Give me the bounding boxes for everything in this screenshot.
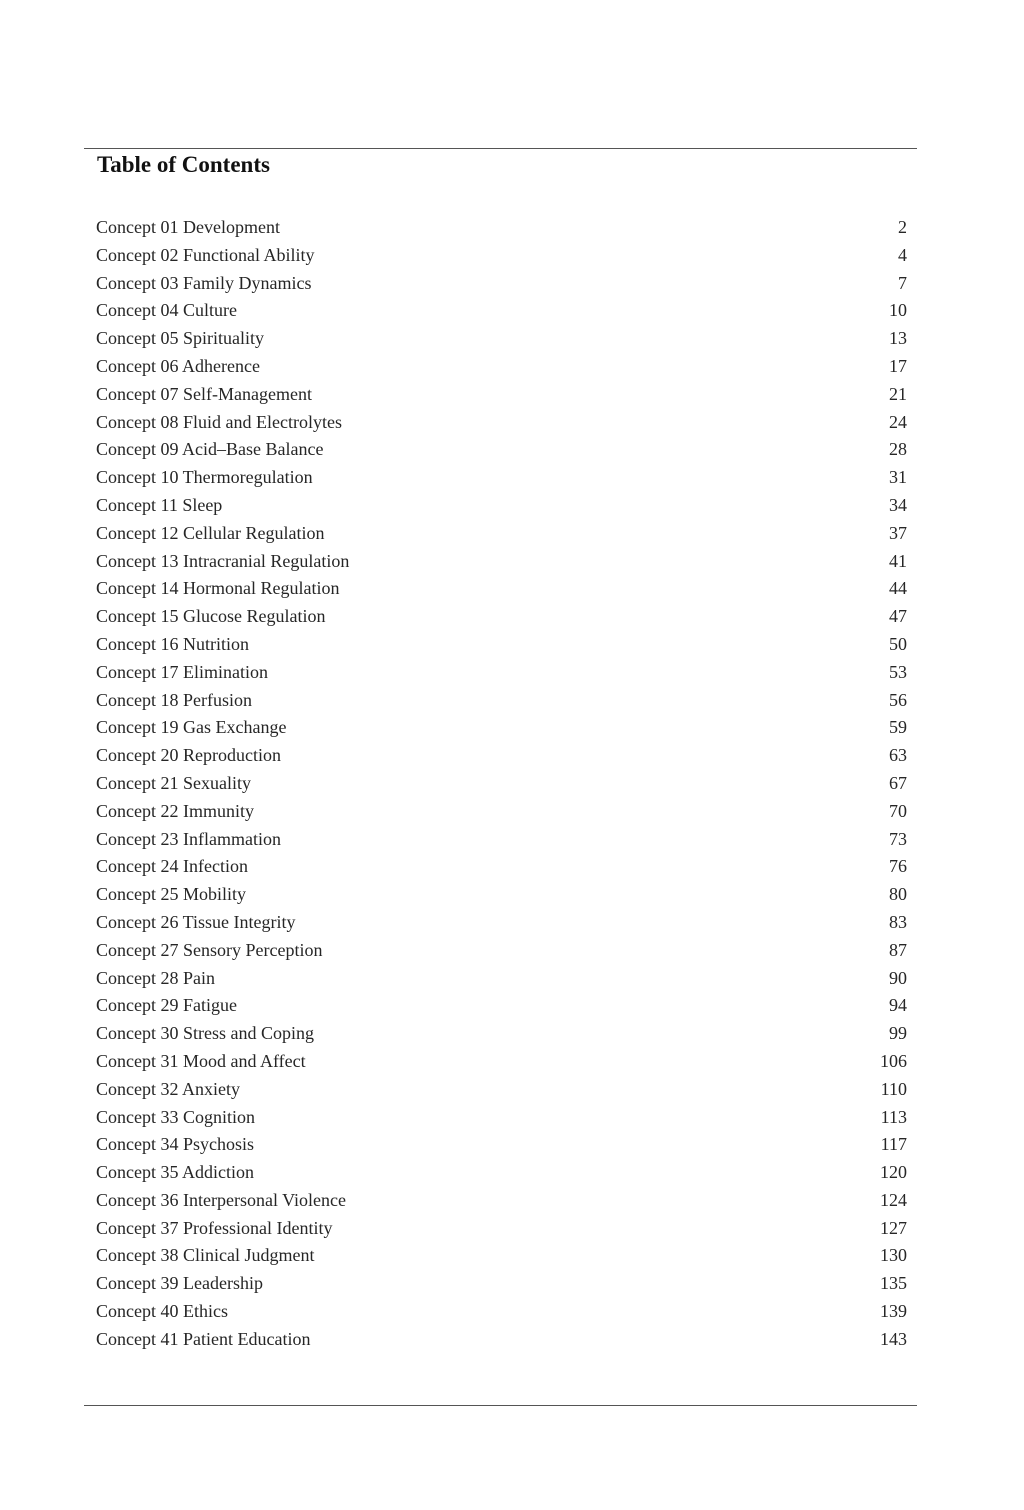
toc-entry-page-number: 130 bbox=[880, 1245, 907, 1266]
toc-entry-label: Concept 26 Tissue Integrity bbox=[96, 911, 296, 932]
toc-entry bbox=[96, 353, 907, 381]
toc-entry-label: Concept 40 Ethics bbox=[96, 1301, 228, 1322]
top-divider bbox=[84, 148, 917, 149]
toc-entry-page-number: 99 bbox=[889, 1023, 907, 1044]
toc-entry bbox=[96, 881, 907, 909]
toc-entry bbox=[96, 270, 907, 298]
toc-entry-label: Concept 05 Spirituality bbox=[96, 328, 264, 349]
toc-entry bbox=[96, 492, 907, 520]
toc-entry-page-number: 83 bbox=[889, 911, 907, 932]
toc-entry-page-number: 28 bbox=[889, 439, 907, 460]
toc-entry-page-number: 24 bbox=[889, 411, 907, 432]
toc-entry bbox=[96, 770, 907, 798]
toc-entry bbox=[96, 1076, 907, 1104]
toc-entry-label: Concept 32 Anxiety bbox=[96, 1078, 240, 1099]
toc-entry bbox=[96, 1104, 907, 1132]
toc-entry-label: Concept 13 Intracranial Regulation bbox=[96, 550, 350, 571]
toc-entry-page-number: 4 bbox=[898, 244, 907, 265]
toc-entry-label: Concept 04 Culture bbox=[96, 300, 237, 321]
toc-entry bbox=[96, 1298, 907, 1326]
toc-list bbox=[96, 214, 907, 1354]
toc-entry-label: Concept 15 Glucose Regulation bbox=[96, 606, 326, 627]
toc-entry bbox=[96, 1187, 907, 1215]
toc-entry-page-number: 53 bbox=[889, 661, 907, 682]
toc-entry-page-number: 94 bbox=[889, 995, 907, 1016]
toc-entry bbox=[96, 631, 907, 659]
toc-entry-label: Concept 21 Sexuality bbox=[96, 772, 251, 793]
toc-entry-page-number: 13 bbox=[889, 328, 907, 349]
toc-entry-page-number: 76 bbox=[889, 856, 907, 877]
toc-entry bbox=[96, 742, 907, 770]
toc-entry-page-number: 127 bbox=[880, 1217, 907, 1238]
toc-entry-page-number: 90 bbox=[889, 967, 907, 988]
toc-entry-label: Concept 30 Stress and Coping bbox=[96, 1023, 314, 1044]
toc-entry-label: Concept 36 Interpersonal Violence bbox=[96, 1189, 347, 1210]
toc-entry-page-number: 73 bbox=[889, 828, 907, 849]
toc-entry-label: Concept 08 Fluid and Electrolytes bbox=[96, 411, 342, 432]
toc-entry-label: Concept 39 Leadership bbox=[96, 1273, 263, 1294]
toc-entry-page-number: 70 bbox=[889, 800, 907, 821]
toc-entry bbox=[96, 1020, 907, 1048]
toc-entry bbox=[96, 381, 907, 409]
toc-entry-label: Concept 35 Addiction bbox=[96, 1162, 254, 1183]
toc-entry-page-number: 63 bbox=[889, 745, 907, 766]
toc-entry-label: Concept 37 Professional Identity bbox=[96, 1217, 333, 1238]
toc-entry-label: Concept 20 Reproduction bbox=[96, 745, 281, 766]
toc-entry-label: Concept 16 Nutrition bbox=[96, 633, 249, 654]
toc-entry bbox=[96, 659, 907, 687]
toc-entry-label: Concept 06 Adherence bbox=[96, 355, 260, 376]
toc-entry-page-number: 47 bbox=[889, 606, 907, 627]
toc-entry-page-number: 10 bbox=[889, 300, 907, 321]
toc-entry bbox=[96, 853, 907, 881]
toc-entry-label: Concept 18 Perfusion bbox=[96, 689, 252, 710]
toc-entry bbox=[96, 464, 907, 492]
toc-entry bbox=[96, 436, 907, 464]
toc-entry-page-number: 113 bbox=[880, 1106, 907, 1127]
toc-entry bbox=[96, 1326, 907, 1354]
bottom-divider bbox=[84, 1405, 917, 1406]
toc-entry-label: Concept 29 Fatigue bbox=[96, 995, 237, 1016]
toc-entry-label: Concept 41 Patient Education bbox=[96, 1328, 311, 1349]
toc-entry-page-number: 67 bbox=[889, 772, 907, 793]
toc-entry-page-number: 56 bbox=[889, 689, 907, 710]
toc-entry-page-number: 21 bbox=[889, 383, 907, 404]
toc-entry-label: Concept 22 Immunity bbox=[96, 800, 254, 821]
toc-entry-page-number: 37 bbox=[889, 522, 907, 543]
toc-entry-page-number: 139 bbox=[880, 1301, 907, 1322]
toc-entry bbox=[96, 1159, 907, 1187]
toc-entry-page-number: 2 bbox=[898, 217, 907, 237]
toc-entry-page-number: 110 bbox=[880, 1078, 907, 1099]
toc-title: Table of Contents bbox=[97, 152, 270, 177]
toc-entry-label: Concept 14 Hormonal Regulation bbox=[96, 578, 340, 599]
toc-entry bbox=[96, 325, 907, 353]
toc-entry bbox=[96, 242, 907, 270]
toc-entry-label: Concept 11 Sleep bbox=[96, 494, 223, 515]
toc-entry-page-number: 117 bbox=[880, 1134, 907, 1155]
toc-entry bbox=[96, 297, 907, 325]
toc-entry-label: Concept 03 Family Dynamics bbox=[96, 272, 312, 293]
toc-entry bbox=[96, 409, 907, 437]
toc-entry bbox=[96, 965, 907, 993]
toc-entry bbox=[96, 214, 907, 242]
toc-entry-label: Concept 38 Clinical Judgment bbox=[96, 1245, 315, 1266]
toc-entry-page-number: 7 bbox=[898, 272, 907, 293]
toc-entry-page-number: 50 bbox=[889, 633, 907, 654]
toc-entry-label: Concept 33 Cognition bbox=[96, 1106, 255, 1127]
toc-entry-label: Concept 19 Gas Exchange bbox=[96, 717, 287, 738]
toc-entry-label: Concept 17 Elimination bbox=[96, 661, 268, 682]
toc-entry-label: Concept 28 Pain bbox=[96, 967, 215, 988]
toc-entry-label: Concept 25 Mobility bbox=[96, 884, 246, 905]
toc-entry bbox=[96, 603, 907, 631]
toc-entry-page-number: 87 bbox=[889, 939, 907, 960]
toc-entry-page-number: 135 bbox=[880, 1273, 907, 1294]
toc-entry-page-number: 17 bbox=[889, 355, 907, 376]
toc-entry bbox=[96, 1131, 907, 1159]
toc-entry-page-number: 31 bbox=[889, 467, 907, 488]
toc-entry bbox=[96, 1270, 907, 1298]
toc-entry-label: Concept 09 Acid–Base Balance bbox=[96, 439, 324, 460]
toc-entry-page-number: 59 bbox=[889, 717, 907, 738]
toc-entry-page-number: 124 bbox=[880, 1189, 907, 1210]
toc-entry-label: Concept 34 Psychosis bbox=[96, 1134, 255, 1155]
toc-entry-label: Concept 07 Self-Management bbox=[96, 383, 312, 404]
toc-entry-label: Concept 10 Thermoregulation bbox=[96, 467, 313, 488]
toc-entry bbox=[96, 520, 907, 548]
toc-entry bbox=[96, 1215, 907, 1243]
toc-entry-label: Concept 31 Mood and Affect bbox=[96, 1050, 306, 1071]
toc-entry bbox=[96, 548, 907, 576]
toc-entry bbox=[96, 1242, 907, 1270]
toc-entry-label: Concept 01 Development bbox=[96, 217, 280, 237]
toc-entry-label: Concept 24 Infection bbox=[96, 856, 248, 877]
toc-entry-page-number: 34 bbox=[889, 494, 907, 515]
toc-entry-page-number: 120 bbox=[880, 1162, 907, 1183]
toc-entry-label: Concept 02 Functional Ability bbox=[96, 244, 315, 265]
toc-entry-label: Concept 27 Sensory Perception bbox=[96, 939, 323, 960]
toc-entry-page-number: 80 bbox=[889, 884, 907, 905]
toc-entry-page-number: 143 bbox=[880, 1328, 907, 1349]
toc-entry-label: Concept 12 Cellular Regulation bbox=[96, 522, 325, 543]
toc-entry bbox=[96, 992, 907, 1020]
toc-entry bbox=[96, 575, 907, 603]
toc-entry bbox=[96, 714, 907, 742]
toc-entry bbox=[96, 798, 907, 826]
toc-entry bbox=[96, 687, 907, 715]
toc-entry bbox=[96, 909, 907, 937]
toc-entry-page-number: 41 bbox=[889, 550, 907, 571]
toc-entry bbox=[96, 1048, 907, 1076]
toc-entry-label: Concept 23 Inflammation bbox=[96, 828, 281, 849]
toc-entry bbox=[96, 937, 907, 965]
toc-entry-page-number: 44 bbox=[889, 578, 907, 599]
toc-entry bbox=[96, 826, 907, 854]
toc-entry-page-number: 106 bbox=[880, 1050, 907, 1071]
